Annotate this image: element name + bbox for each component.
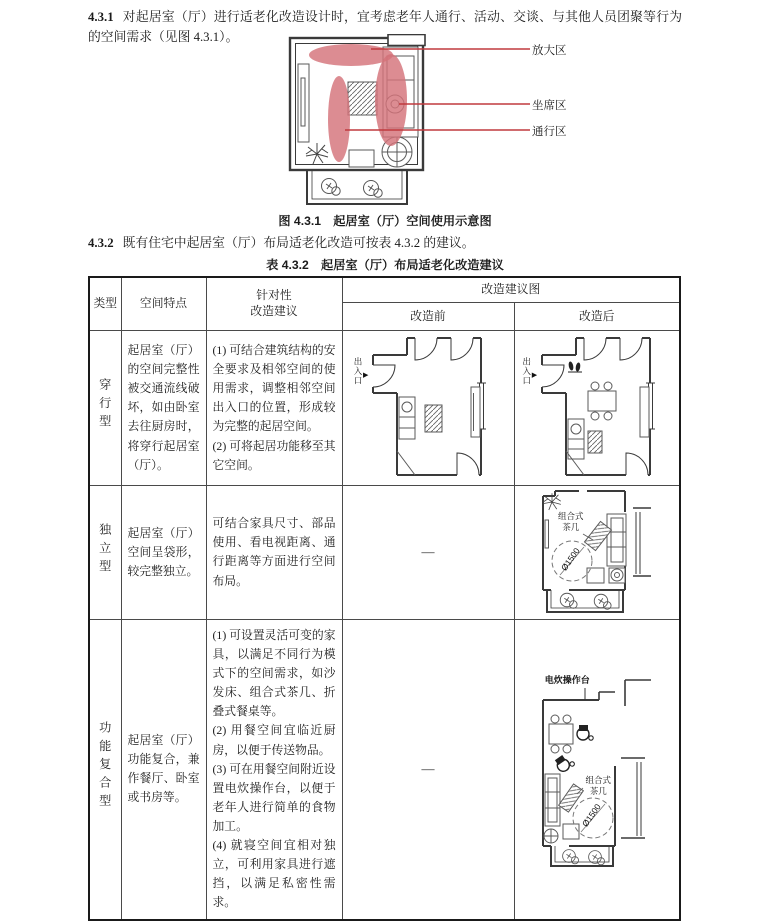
stool bbox=[563, 824, 579, 839]
figure-431-caption: 图 4.3.1 起居室（厅）空间使用示意图 bbox=[278, 213, 492, 228]
section-number: 4.3.1 bbox=[88, 10, 114, 24]
plant-icon bbox=[595, 595, 612, 610]
tv-panel bbox=[545, 520, 549, 548]
cooktop-label: 电炊操作台 bbox=[544, 675, 590, 686]
header-type: 类型 bbox=[89, 277, 121, 330]
sink bbox=[571, 424, 581, 434]
no-diagram-dash: — bbox=[421, 544, 435, 560]
advice-item: (1) 可设置灵活可变的家具，以满足不同行为模式下的空间需求，如沙发床、组合式茶几、折叠式餐桌等。 bbox=[212, 627, 336, 719]
row1-after-diagram bbox=[514, 330, 680, 485]
header-diagrams: 改造建议图 bbox=[342, 277, 680, 302]
floorplan-after-multifunction bbox=[537, 670, 657, 868]
zone-label-pass: 通行区 bbox=[532, 125, 567, 138]
wheelchair-icon bbox=[577, 725, 593, 740]
floorplan-after-independent bbox=[539, 488, 654, 616]
plant-icon bbox=[322, 178, 341, 195]
header-advice-line2: 改造建议 bbox=[250, 304, 298, 319]
row2-after-diagram bbox=[514, 485, 680, 619]
plant-icon bbox=[364, 180, 383, 197]
zone-label-seat: 坐席区 bbox=[532, 99, 567, 112]
bench bbox=[349, 150, 374, 167]
zone-pass bbox=[328, 76, 350, 162]
tea-table-hatched bbox=[558, 784, 583, 812]
no-diagram-dash: — bbox=[421, 761, 435, 777]
cabinet bbox=[640, 387, 649, 437]
cabinet bbox=[471, 387, 480, 437]
table-hatched bbox=[425, 405, 442, 432]
zone-label-enlarge: 放大区 bbox=[532, 44, 567, 57]
row3-after-diagram bbox=[514, 619, 680, 919]
entrance-arrow-icon: ▶ bbox=[363, 370, 369, 379]
row2-feature: 起居室（厅）空间呈袋形，较完整独立。 bbox=[121, 485, 206, 619]
balcony bbox=[547, 590, 623, 612]
person-feet-icon bbox=[568, 361, 582, 372]
floorplan-after-corridor bbox=[522, 335, 672, 481]
row1-feature: 起居室（厅）的空间完整性被交通流线破坏，如由卧室去往厨房时，将穿行起居室（厅）。 bbox=[121, 330, 206, 485]
sink bbox=[402, 402, 412, 412]
furniture bbox=[566, 382, 649, 475]
dining-table bbox=[549, 724, 573, 744]
turning-circle-label: Ø1500 bbox=[579, 802, 603, 829]
entrance-label: 出入口 bbox=[353, 356, 364, 386]
header-after: 改造后 bbox=[514, 303, 680, 331]
zone-seat bbox=[375, 54, 407, 146]
entrance-label: 出入口 bbox=[521, 356, 532, 386]
row1-before-diagram bbox=[342, 330, 514, 485]
table-row bbox=[89, 330, 680, 485]
furniture bbox=[397, 387, 480, 475]
row1-advice bbox=[206, 330, 342, 485]
zone-enlarge bbox=[309, 44, 393, 66]
advice-item: (1) 可结合建筑结构的安全要求及相邻空间的使用需求，调整相邻空间出入口的位置，形成较为完整的起居空间。 bbox=[212, 343, 336, 434]
row2-advice bbox=[206, 485, 342, 619]
advice-item: (2) 用餐空间宜临近厨房，以便于传送物品。 bbox=[212, 723, 336, 757]
entrance-arrow-icon: ▶ bbox=[531, 370, 538, 379]
advice-item: 可结合家具尺寸、部品使用、看电视距离、通行距离等方面进行空间布局。 bbox=[212, 516, 336, 588]
row1-type: 穿行型 bbox=[89, 330, 121, 485]
header-before: 改造前 bbox=[342, 303, 514, 331]
figure-431 bbox=[88, 34, 682, 210]
plant-icon bbox=[306, 143, 328, 164]
row2-type: 独立型 bbox=[89, 485, 121, 619]
table-hatched bbox=[348, 82, 377, 115]
advice-item: (4) 就寝空间宜相对独立，可利用家具进行遮挡，以满足私密性需求。 bbox=[212, 838, 336, 910]
header-advice bbox=[206, 277, 342, 330]
row3-feature: 起居室（厅）功能复合，兼作餐厅、卧室或书房等。 bbox=[121, 619, 206, 919]
row3-type: 功能复合型 bbox=[89, 619, 121, 919]
table-432 bbox=[88, 276, 681, 920]
paragraph-432 bbox=[88, 233, 682, 253]
advice-item: (2) 可将起居功能移至其它空间。 bbox=[212, 438, 336, 472]
floorplan-before-corridor bbox=[353, 335, 503, 481]
header-advice-line1: 针对性 bbox=[256, 288, 292, 303]
header-feature: 空间特点 bbox=[121, 277, 206, 330]
dining-table bbox=[588, 391, 616, 411]
plant-icon bbox=[588, 851, 604, 865]
row3-advice bbox=[206, 619, 342, 919]
plant-icon bbox=[561, 594, 578, 609]
table-row bbox=[89, 485, 680, 619]
section-number: 4.3.2 bbox=[88, 235, 114, 250]
advice-item: (3) 可在用餐空间附近设置电炊操作台，以便于老年人进行简单的食物加工。 bbox=[212, 761, 336, 833]
paragraph-431-text: 对起居室（厅）进行适老化改造设计时，宜考虑老年人通行、活动、交谈、与其他人员团聚等行为的空间需求（见图 4.3.1）。 bbox=[88, 10, 682, 45]
row3-before-diagram bbox=[342, 619, 514, 919]
wheelchair-icon bbox=[553, 752, 575, 774]
table-432-title: 表 4.3.2 起居室（厅）布局适老化改造建议 bbox=[266, 258, 504, 273]
table-hatched bbox=[588, 431, 602, 453]
combo-tea-table-label: 组合式茶几 bbox=[585, 775, 611, 797]
table-row bbox=[89, 619, 680, 919]
row2-before-diagram bbox=[342, 485, 514, 619]
turning-circle-label: Ø1500 bbox=[559, 546, 583, 573]
paragraph-432-text: 既有住宅中起居室（厅）布局适老化改造可按表 4.3.2 的建议。 bbox=[122, 235, 475, 250]
figure-431-floorplan bbox=[287, 34, 537, 208]
combo-tea-table-label: 组合式茶几 bbox=[557, 511, 584, 533]
